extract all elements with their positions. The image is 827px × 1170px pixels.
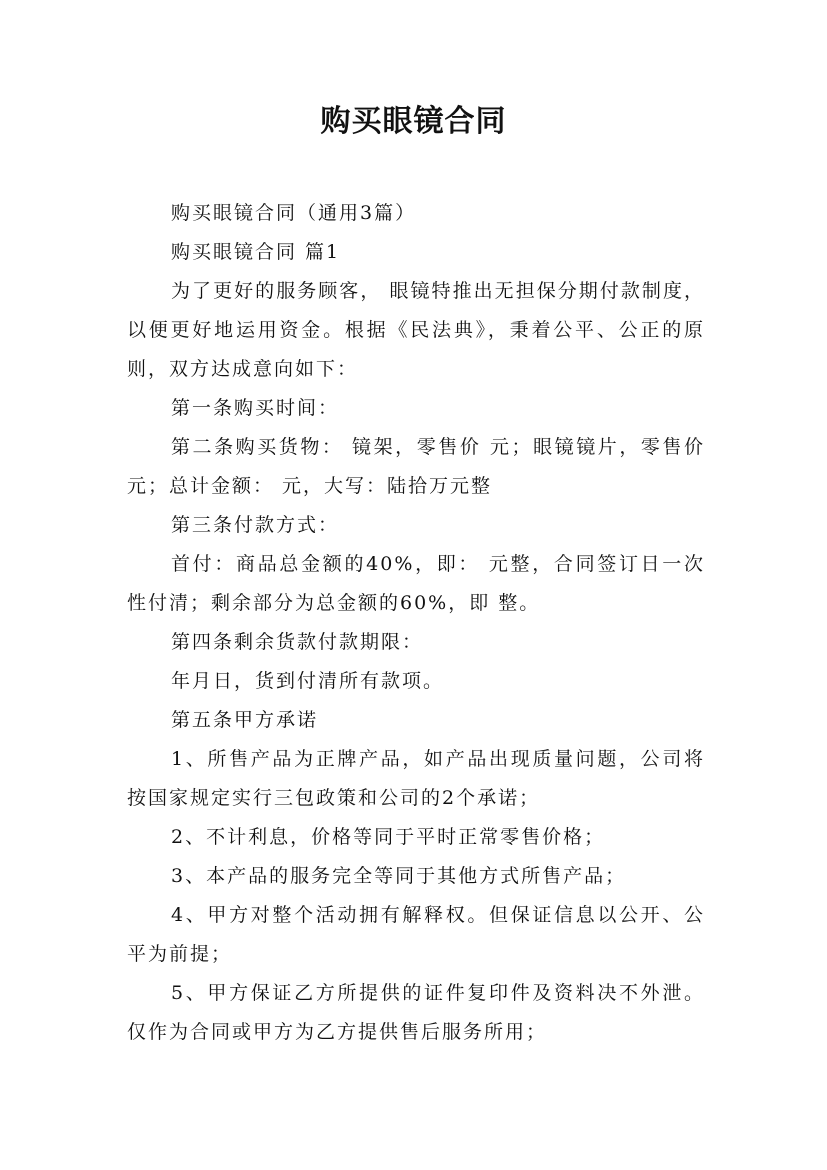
- paragraph-article-5: 第五条甲方承诺: [171, 709, 319, 731]
- paragraph-commitment-5: 5、甲方保证乙方所提供的证件复印件及资料决不外泄。仅作为合同或甲方为乙方提供售后服务所用；: [127, 982, 705, 1043]
- paragraph-subtitle: 购买眼镜合同（通用3篇）: [171, 202, 417, 224]
- paragraph-section-heading: 购买眼镜合同 篇1: [171, 241, 341, 263]
- paragraph-intro: 为了更好的服务顾客， 眼镜特推出无担保分期付款制度，以便更好地运用资金。根据《民法典》，秉着公平、公正的原则，双方达成意向如下：: [127, 280, 705, 380]
- paragraph-payment-date: 年月日，货到付清所有款项。: [171, 670, 445, 692]
- paragraph-article-3: 第三条付款方式：: [171, 514, 340, 536]
- document-body: [127, 194, 705, 1052]
- paragraph-article-2: 第二条购买货物： 镜架，零售价 元；眼镜镜片，零售价 元；总计金额： 元，大写：陆拾万元整: [127, 436, 705, 497]
- paragraph-commitment-1: 1、所售产品为正牌产品，如产品出现质量问题，公司将按国家规定实行三包政策和公司的2个承诺；: [127, 748, 705, 809]
- paragraph-commitment-3: 3、本产品的服务完全等同于其他方式所售产品；: [171, 865, 627, 887]
- document-title: 购买眼镜合同: [320, 104, 507, 139]
- paragraph-commitment-2: 2、不计利息，价格等同于平时正常零售价格；: [171, 826, 606, 848]
- paragraph-commitment-4: 4、甲方对整个活动拥有解释权。但保证信息以公开、公平为前提；: [127, 904, 705, 965]
- paragraph-article-1: 第一条购买时间：: [171, 397, 340, 419]
- paragraph-article-4: 第四条剩余货款付款期限：: [171, 631, 424, 653]
- paragraph-down-payment: 首付：商品总金额的40%，即： 元整，合同签订日一次性付清；剩余部分为总金额的60%，即 整。: [127, 553, 705, 614]
